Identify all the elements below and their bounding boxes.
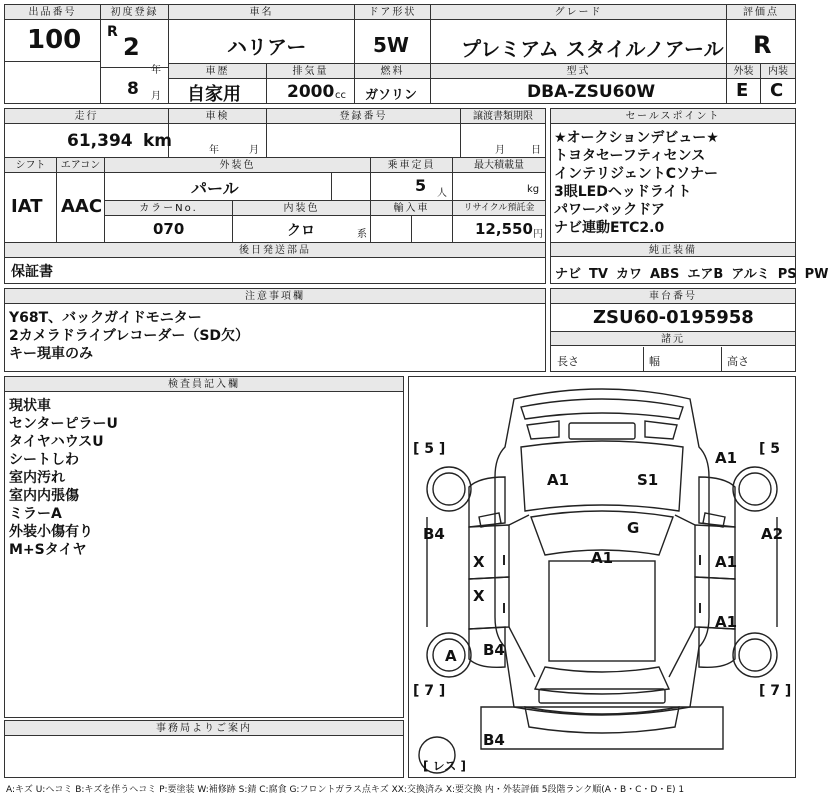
transfer-day-unit: 日: [531, 145, 541, 156]
displacement-cell: [267, 63, 355, 103]
recycle-cell: [453, 201, 545, 242]
reg-number-cell: [267, 109, 461, 157]
mileage-label: 走行: [5, 109, 168, 124]
equipment-item: PS: [777, 267, 797, 282]
ac-label: エアコン: [57, 158, 104, 173]
grade: プレミアム スタイルノアール: [461, 37, 724, 61]
recycle-label: リサイクル預託金: [453, 201, 545, 216]
car-name: ハリアー: [227, 35, 307, 59]
width-label: 幅: [649, 355, 660, 368]
fuel-label: 燃料: [355, 64, 430, 79]
car-diagram: [409, 377, 795, 777]
color-number: 070: [153, 220, 185, 238]
chassis-number: ZSU60-0195958: [593, 307, 754, 328]
load-label: 最大積載量: [453, 158, 545, 173]
wheel-front-left-inner: [433, 473, 465, 505]
int-color-unit: 系: [357, 229, 367, 240]
caution-notes: [9, 309, 249, 363]
sales-points-section: [550, 108, 828, 284]
reg-number-label: 登録番号: [267, 109, 460, 124]
front-bumper-outline: [521, 399, 683, 419]
recycle-unit: 円: [533, 229, 543, 240]
caution-label: 注意事項欄: [5, 289, 545, 304]
damage-mark: X: [473, 553, 485, 571]
sales-point-item: ★オークションデビュー★: [554, 130, 719, 146]
damage-mark: G: [627, 519, 640, 537]
inspector-notes: [9, 397, 118, 559]
door-type: 5W: [373, 33, 409, 57]
lot-number-lower: [5, 61, 101, 103]
rear-window-outline: [535, 667, 669, 694]
equipment-item: TV: [589, 267, 608, 282]
ac-cell: [57, 158, 105, 242]
shift: IAT: [11, 196, 43, 217]
color-label: 外装色: [105, 158, 370, 173]
car-name-label: 車名: [169, 5, 354, 20]
recycle-fee: 12,550: [475, 220, 533, 238]
spec-label: 諸元: [551, 331, 795, 346]
caution-section: [4, 288, 546, 372]
door-cell: [355, 5, 431, 63]
damage-mark: A: [445, 647, 457, 665]
rear-bumper-outline: [525, 707, 679, 733]
equipment-item: アルミ: [731, 267, 770, 282]
inspection-month-unit: 月: [249, 145, 259, 156]
wheel-rear-right-inner: [739, 639, 771, 671]
length-label: 長さ: [557, 355, 579, 368]
inspector-line: 室内汚れ: [9, 470, 65, 486]
interior-label: 内装: [761, 64, 795, 79]
inspector-label: 検査員記入欄: [5, 377, 403, 392]
exterior-grade: E: [736, 80, 749, 101]
capacity-cell: [371, 158, 453, 200]
damage-mark: A2: [761, 525, 784, 543]
interior-grade: C: [770, 80, 784, 101]
damage-mark: A1: [715, 613, 738, 631]
mileage-unit: km: [143, 131, 173, 151]
tread-rear-right: [ 7 ]: [759, 683, 792, 699]
score-label: 評価点: [727, 5, 795, 20]
office-section: [4, 720, 404, 778]
damage-mark: A1: [715, 553, 738, 571]
displacement: 2000: [287, 82, 335, 102]
inspection-cell: [169, 109, 267, 157]
hood-outline: [521, 441, 683, 511]
interior-color: クロ: [287, 223, 315, 239]
capacity: 5: [415, 176, 427, 195]
inspector-line: ミラーA: [9, 506, 62, 522]
model-cell: [431, 63, 727, 103]
year-unit: 年: [151, 65, 161, 76]
damage-mark: A1: [591, 549, 614, 567]
equipment-list: [555, 263, 828, 282]
spec-section: [4, 108, 546, 284]
era: R: [107, 24, 118, 40]
damage-mark: X: [473, 587, 485, 605]
inspector-line: M+Sタイヤ: [9, 542, 87, 558]
transfer-cell: [461, 109, 545, 157]
tread-rear-left: [ 7 ]: [413, 683, 446, 699]
registration-year: 2: [123, 33, 140, 61]
exterior-label: 外装: [727, 64, 760, 79]
equipment-item: エアB: [687, 267, 724, 282]
history-label: 車歴: [169, 64, 266, 79]
height-label: 高さ: [727, 355, 749, 368]
damage-legend: A:キズ U:ヘコミ B:キズを伴うヘコミ P:要塗装 W:補修跡 S:錆 C:腐食 G:フロントガラス点キズ XX:交換済み X:要交換 内・外装評価 5段階ランク順(A・B・C・D・E) 1: [6, 785, 685, 795]
history-cell: [169, 63, 267, 103]
import-label: 輸入車: [371, 201, 452, 216]
damage-mark: B4: [483, 731, 505, 749]
shift-cell: [5, 158, 57, 242]
wheel-front-right-inner: [739, 473, 771, 505]
displacement-label: 排気量: [267, 64, 354, 79]
int-color-label: 内装色: [233, 201, 370, 216]
inspector-line: シートしわ: [9, 452, 79, 468]
color-no-cell: [105, 201, 233, 242]
car-name-cell: [169, 5, 355, 63]
sales-point-item: ナビ連動ETC2.0: [554, 220, 665, 236]
door-label: ドア形状: [355, 5, 430, 20]
rear-plate-outline: [539, 689, 665, 703]
inspector-line: 現状車: [9, 398, 51, 414]
sales-point-item: 3眼LEDヘッドライト: [554, 184, 692, 200]
lot-number-label: 出品番号: [5, 5, 100, 20]
equipment-label: 純正装備: [551, 242, 795, 257]
inspector-line: タイヤハウスU: [9, 434, 104, 450]
caution-line: Y68T、バックガイドモニター: [9, 310, 202, 326]
load-unit: kg: [527, 184, 540, 195]
grade-label: グレード: [431, 5, 726, 20]
office-label: 事務局よりご案内: [5, 721, 403, 736]
color-cell: [105, 158, 371, 200]
sales-point-item: トヨタセーフティセンス: [554, 148, 706, 164]
later-parts: 保証書: [11, 264, 53, 280]
caution-line: キー現車のみ: [9, 346, 93, 362]
equipment-item: PW: [804, 267, 828, 282]
capacity-unit: 人: [437, 188, 447, 199]
later-parts-label: 後日発送部品: [5, 243, 545, 258]
grille-outline: [569, 423, 635, 439]
color: パール: [191, 179, 239, 198]
fuel: ガソリン: [365, 88, 418, 103]
mileage-cell: [5, 109, 173, 157]
transfer-month-unit: 月: [495, 145, 505, 156]
fuel-cell: [355, 63, 431, 103]
chassis-section: [550, 288, 796, 372]
import-cell: [371, 201, 453, 242]
damage-mark: A1: [547, 471, 570, 489]
ac: AAC: [61, 196, 103, 217]
capacity-label: 乗車定員: [371, 158, 452, 173]
month-unit: 月: [151, 91, 161, 102]
damage-mark: B4: [423, 525, 445, 543]
sales-point-item: パワーバックドア: [554, 202, 665, 218]
history: 自家用: [187, 84, 241, 105]
interior-cell: [761, 63, 795, 103]
spare-tire-status: [ レス ]: [423, 759, 466, 773]
int-color-cell: [233, 201, 371, 242]
chassis-label: 車台番号: [551, 289, 795, 304]
right-rear-fender-outline: [699, 627, 735, 667]
color-no-label: カラーNo.: [105, 201, 232, 216]
inspector-line: 外装小傷有り: [9, 524, 93, 540]
equipment-item: ABS: [649, 267, 680, 282]
tread-front-right: [ 5: [759, 441, 781, 457]
first-registration-cell: [101, 5, 169, 103]
lot-number-cell: [5, 5, 101, 61]
equipment-item: カワ: [615, 267, 642, 282]
load-cell: [453, 158, 545, 200]
roof-outline: [549, 561, 655, 661]
damage-diagram-section: [408, 376, 796, 778]
inspector-line: 室内内張傷: [9, 488, 79, 504]
transfer-label: 譲渡書類期限: [461, 109, 545, 124]
grade-cell: [431, 5, 727, 63]
shift-label: シフト: [5, 158, 56, 173]
model: DBA-ZSU60W: [527, 82, 656, 102]
inspection-label: 車検: [169, 109, 266, 124]
damage-mark: S1: [637, 471, 659, 489]
damage-mark: B4: [483, 641, 505, 659]
inspection-year-unit: 年: [209, 145, 219, 156]
tread-front-left: [ 5 ]: [413, 441, 446, 457]
exterior-cell: [727, 63, 761, 103]
inspector-section: [4, 376, 404, 718]
model-label: 型式: [431, 64, 726, 79]
inspector-line: センターピラーU: [9, 416, 118, 432]
sales-points-label: セールスポイント: [551, 109, 795, 124]
equipment-item: ナビ: [555, 267, 582, 282]
sales-point-item: インテリジェントCソナー: [554, 166, 718, 182]
score: R: [753, 31, 772, 59]
headlight-right-outline: [645, 421, 677, 439]
sales-points-list: [554, 129, 719, 237]
lot-number: 100: [27, 25, 82, 55]
registration-month: 8: [127, 79, 139, 99]
score-cell: [727, 5, 795, 63]
displacement-unit: cc: [335, 90, 346, 101]
headlight-left-outline: [527, 421, 559, 439]
first-registration-label: 初度登録: [101, 5, 168, 20]
damage-mark: A1: [715, 449, 738, 467]
header-section: [4, 4, 796, 104]
caution-line: 2カメラドライブレコーダー（SD欠）: [9, 328, 250, 344]
mileage: 61,394: [67, 131, 133, 151]
